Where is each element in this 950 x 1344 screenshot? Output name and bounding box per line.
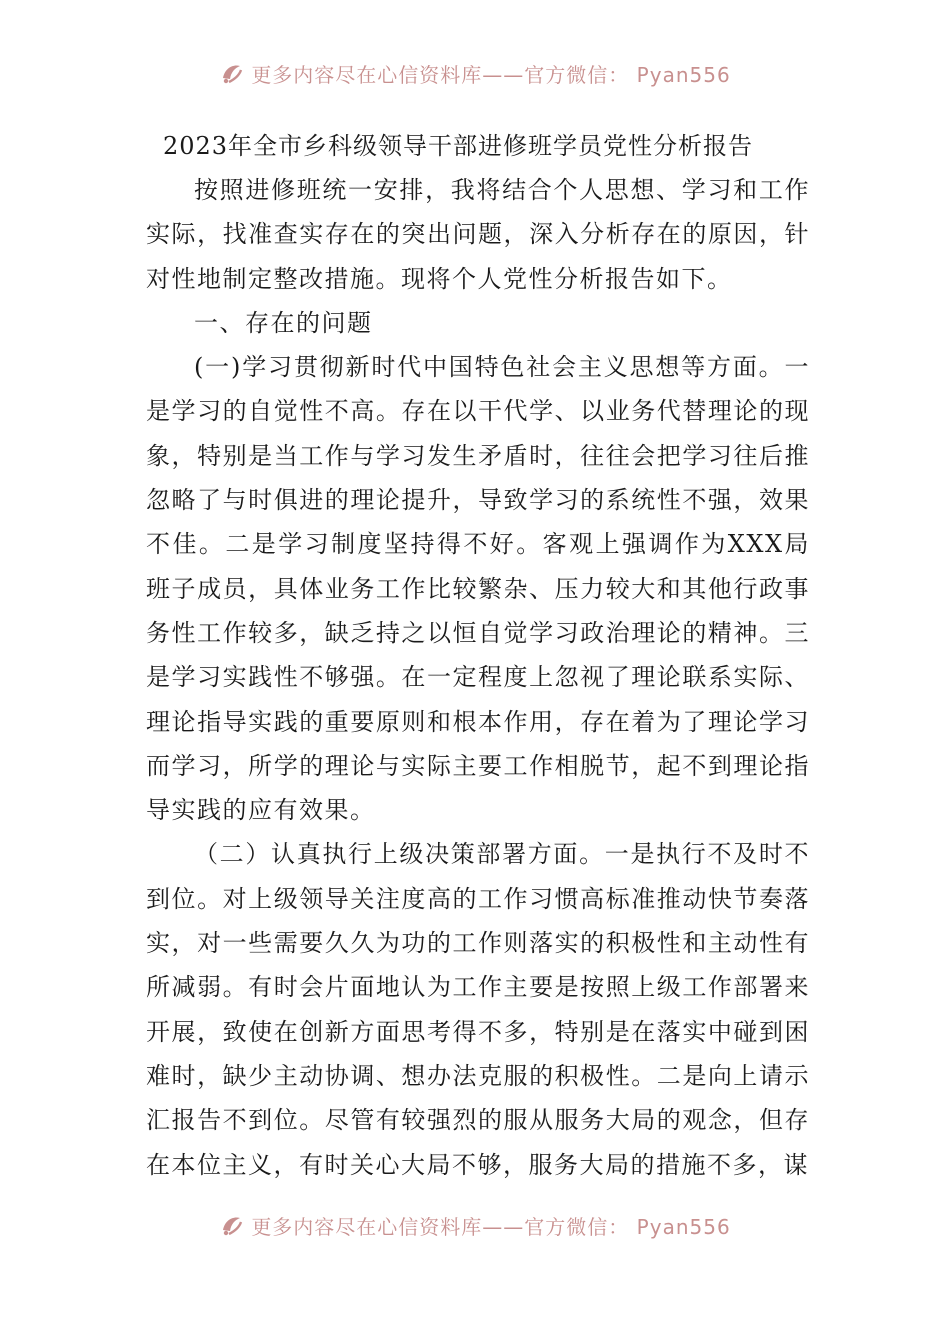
watermark-text: 更多内容尽在心信资料库——官方微信： Pyan556 xyxy=(251,62,731,87)
document-title: 2023年全市乡科级领导干部进修班学员党性分析报告 xyxy=(162,132,754,160)
section-heading-problems: 一、存在的问题 xyxy=(194,308,373,337)
watermark-banner-top xyxy=(0,56,950,90)
watermark-logo-icon xyxy=(219,1212,245,1238)
watermark-text: 更多内容尽在心信资料库——官方微信： Pyan556 xyxy=(251,1214,731,1239)
intro-paragraph: 按照进修班统一安排，我将结合个人思想、学习和工作实际，找准查实存在的突出问题，深入分析存在的原因，针对性地制定整改措施。现将个人党性分析报告如下。 xyxy=(146,176,810,293)
watermark-banner-bottom xyxy=(0,1208,950,1242)
document-page xyxy=(146,124,810,1187)
problem-item-2: （二）认真执行上级决策部署方面。一是执行不及时不到位。对上级领导关注度高的工作习惯高标准推动快节奏落实，对一些需要久久为功的工作则落实的积极性和主动性有所减弱。有时会片面地认为工作主要是按照上级工作部署来开展，致使在创新方面思考得不多，特别是在落实中碰到困难时，缺少主动协调、想办法克服的积极性。二是向上请示汇报告不到位。尽管有较强烈的服从服务大局的观念，但存在本位主义，有时关心大局不够，服务大局的措施不多，谋 xyxy=(146,840,810,1179)
problem-item-1: (一)学习贯彻新时代中国特色社会主义思想等方面。一是学习的自觉性不高。存在以干代学、以业务代替理论的现象，特别是当工作与学习发生矛盾时，往往会把学习往后推忽略了与时俱进的理论提升，导致学习的系统性不强，效果不佳。二是学习制度坚持得不好。客观上强调作为XXX局班子成员，具体业务工作比较繁杂、压力较大和其他行政事务性工作较多，缺乏持之以恒自觉学习政治理论的精神。三是学习实践性不够强。在一定程度上忽视了理论联系实际、理论指导实践的重要原则和根本作用，存在着为了理论学习而学习，所学的理论与实际主要工作相脱节，起不到理论指导实践的应有效果。 xyxy=(146,353,810,825)
watermark-logo-icon xyxy=(219,60,245,86)
